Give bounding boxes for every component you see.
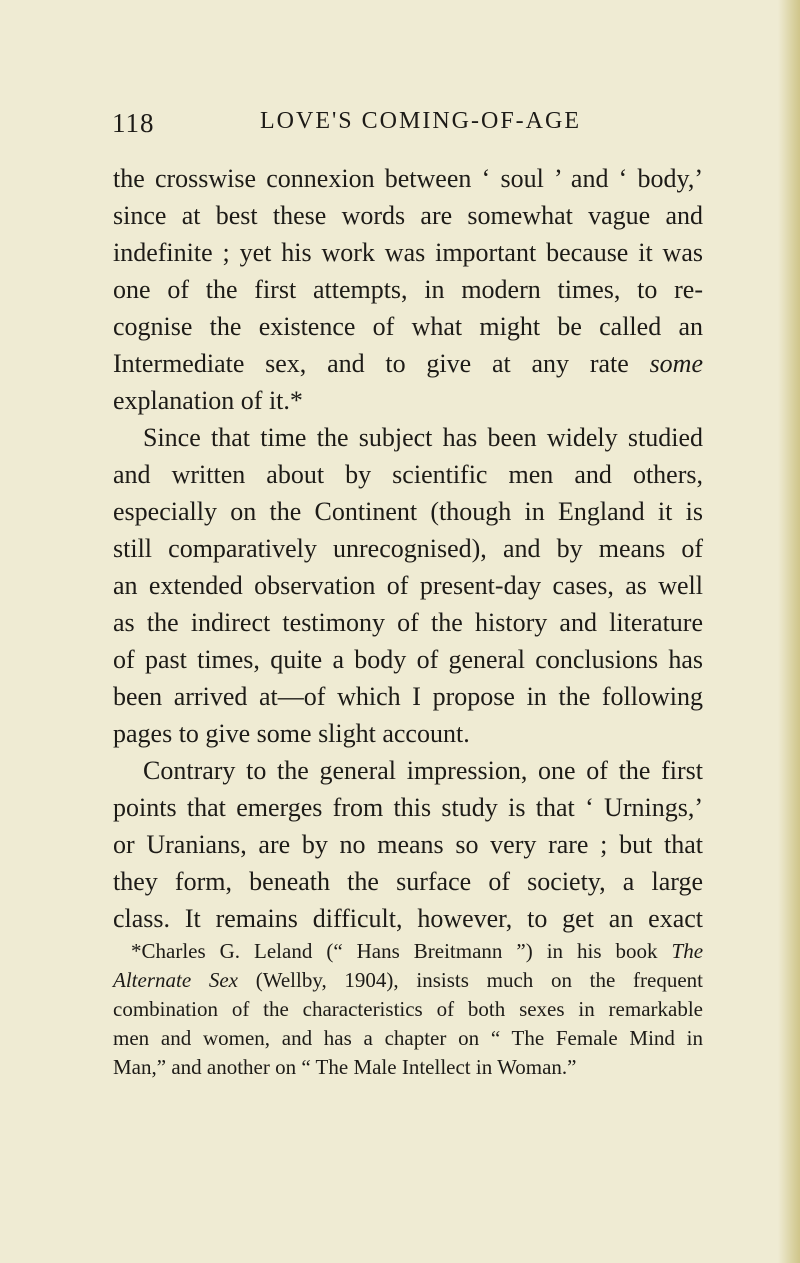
footnote-line: Man,” and another on “ The Male Intellect in Woman.” — [113, 1055, 577, 1079]
text-line: especially on the Continent (though in England it is — [113, 497, 703, 526]
paragraph-start-line: Contrary to the general impression, one of the first — [143, 756, 703, 785]
footnote-segment: *Charles G. Leland (“ Hans Breitmann ”) in his book — [131, 939, 658, 963]
text-segment: Intermediate sex, and to give at any rate — [113, 349, 629, 378]
text-line: explanation of it.* — [113, 386, 303, 415]
footnote-italic: The — [671, 939, 704, 963]
text-line: indefinite ; yet his work was important because it was — [113, 238, 703, 267]
text-line: of past times, quite a body of general conclusions has — [113, 645, 703, 674]
footnote-line — [113, 966, 703, 995]
page-edge-shading — [778, 0, 800, 1263]
body-text — [113, 160, 703, 937]
text-line: pages to give some slight account. — [113, 719, 470, 748]
paragraph-start-line: Since that time the subject has been widely studied — [143, 423, 703, 452]
text-line: the crosswise connexion between ‘ soul ’ and ‘ body,’ — [113, 164, 703, 193]
text-line: cognise the existence of what might be called an — [113, 312, 703, 341]
italic-emphasis: some — [649, 349, 703, 378]
page-number: 118 — [112, 108, 155, 138]
footnote — [113, 937, 703, 1082]
text-line: one of the first attempts, in modern times, to re- — [113, 275, 703, 304]
text-line: class. It remains difficult, however, to get an exact — [113, 904, 703, 933]
footnote-italic: Alternate Sex — [113, 968, 238, 992]
text-line: since at best these words are somewhat vague and — [113, 201, 703, 230]
text-line: points that emerges from this study is that ‘ Urnings,’ — [113, 793, 703, 822]
footnote-segment: (Wellby, 1904), insists much on the frequent — [255, 968, 704, 992]
footnote-line: combination of the characteristics of both sexes in remarkable — [113, 997, 703, 1021]
text-line: and written about by scientific men and others, — [113, 460, 703, 489]
text-line: they form, beneath the surface of society, a large — [113, 867, 703, 896]
running-head: LOVE'S COMING-OF-AGE — [260, 108, 581, 134]
text-line: or Uranians, are by no means so very rare ; but that — [113, 830, 703, 859]
text-line: been arrived at—of which I propose in the following — [113, 682, 703, 711]
text-line: as the indirect testimony of the history and literature — [113, 608, 703, 637]
text-line: an extended observation of present-day cases, as well — [113, 571, 703, 600]
text-line-with-italic — [113, 345, 703, 382]
page-header — [112, 108, 700, 148]
footnote-line: men and women, and has a chapter on “ The Female Mind in — [113, 1026, 703, 1050]
footnote-line — [113, 937, 703, 966]
text-line: still comparatively unrecognised), and by means of — [113, 534, 703, 563]
